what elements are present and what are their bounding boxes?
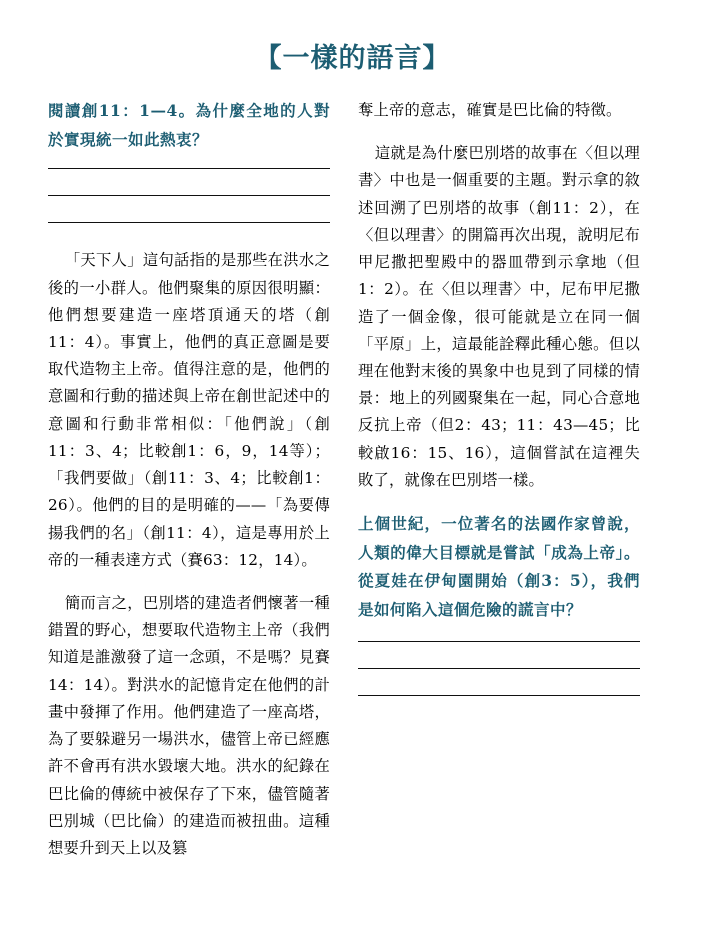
answer-line[interactable]	[358, 668, 640, 669]
closing-question: 上個世紀，一位著名的法國作家曾說，人類的偉大目標就是嘗試「成為上帝」。從夏娃在伊甸園開始（創3：5），我們是如何陷入這個危險的謊言中？	[358, 514, 640, 620]
body-paragraph: 這就是為什麼巴別塔的故事在〈但以理書〉中也是一個重要的主題。對示拿的敘述回溯了巴別塔的故事（創11：2），在〈但以理書〉的開篇再次出現，說明尼布甲尼撒把聖殿中的器皿帶到示拿地（但1：2）。在〈但以理書〉中，尼布甲尼撒造了一個金像，很可能就是立在同一個「平原」上，這最能詮釋此種心態。但以理在他對末後的異象中也見到了同樣的情景：地上的列國聚集在一起，同心合意地反抗上帝（但2：43；11：43—45；比較啟16：15、16），這個嘗試在這裡失敗了，就像在巴別塔一樣。	[358, 144, 640, 489]
right-column	[358, 97, 640, 878]
body-paragraph: 奪上帝的意志，確實是巴比倫的特徵。	[358, 101, 622, 119]
answer-line[interactable]	[48, 168, 330, 169]
answer-lines-left	[48, 168, 330, 223]
document-page	[0, 36, 705, 950]
page-title: 【一樣的語言】	[254, 43, 451, 74]
body-paragraph: 簡而言之，巴別塔的建造者們懷著一種錯置的野心，想要取代造物主上帝（我們知道是誰激發了這一念頭，不是嗎？見賽14：14）。對洪水的記憶肯定在他們的計畫中發揮了作用。他們建造了一座高塔，為了要躲避另一場洪水，儘管上帝已經應許不會再有洪水毀壞大地。洪水的紀錄在巴比倫的傳統中被保存了下來，儘管隨著巴別城（巴比倫）的建造而被扭曲。這種想要升到天上以及篡	[48, 593, 330, 857]
answer-line[interactable]	[48, 195, 330, 196]
left-column	[48, 97, 330, 878]
answer-line[interactable]	[358, 641, 640, 642]
two-column-layout	[0, 75, 705, 878]
answer-line[interactable]	[358, 695, 640, 696]
answer-line[interactable]	[48, 222, 330, 223]
answer-lines-right	[358, 641, 640, 696]
body-paragraph: 「天下人」這句話指的是那些在洪水之後的一小群人。他們聚集的原因很明顯：他們想要建造一座塔頂通天的塔（創11：4）。事實上，他們的真正意圖是要取代造物主上帝。值得注意的是，他們的意圖和行動的描述與上帝在創世記述中的意圖和行動非常相似：「他們說」（創11：3、4；比較創1：6，9，14等）；「我們要做」（創11：3、4；比較創1：26）。他們的目的是明確的——「為要傳揚我們的名」（創11：4），這是專用於上帝的一種表達方式（賽63：12，14）。	[48, 251, 330, 569]
reading-question: 閱讀創11：1—4。為什麼全地的人對於實現統一如此熱衷？	[48, 101, 330, 149]
